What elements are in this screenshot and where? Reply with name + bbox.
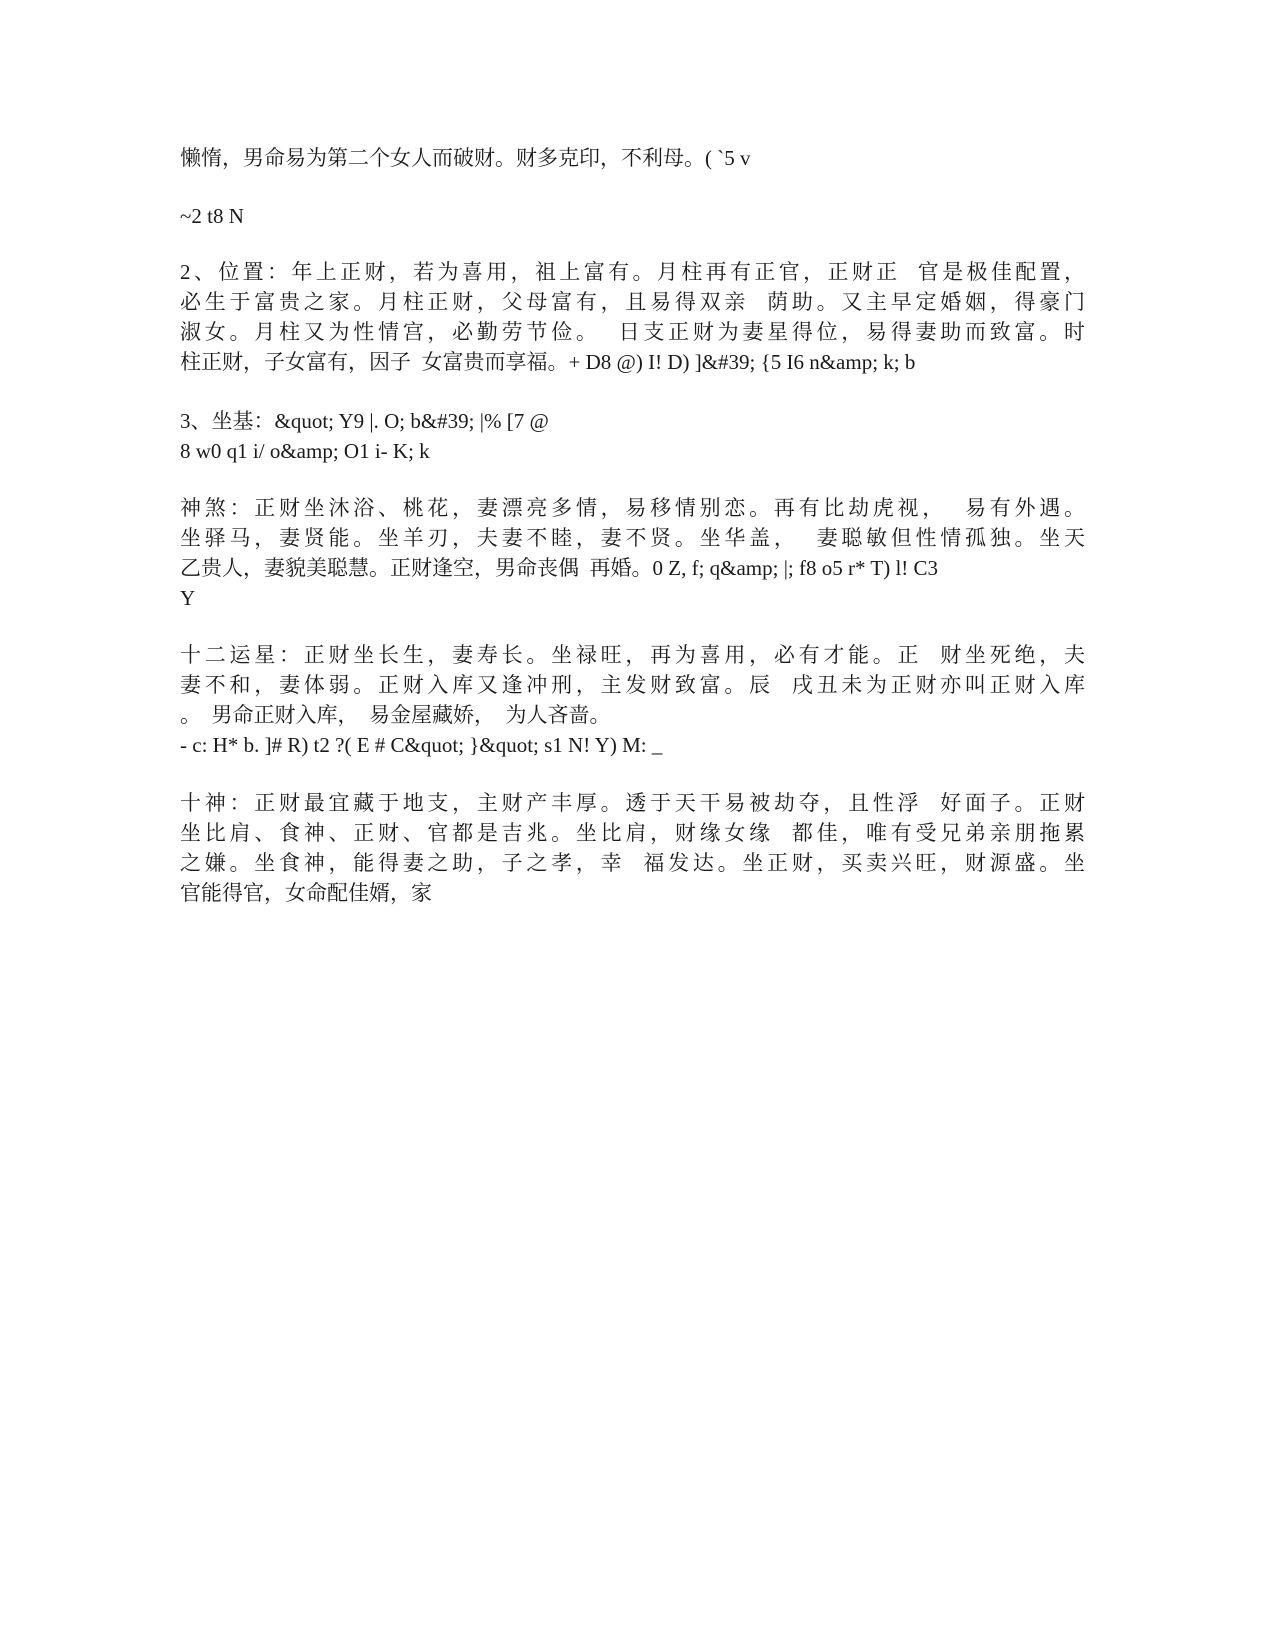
text-line: 2、位置：年上正财，若为喜用，祖上富有。月柱再有正官，正财正 官是极佳配置， <box>180 260 1085 284</box>
text-line: 柱正财，子女富有，因子 女富贵而享福。+ D8 @) I! D) ]&#39; {5 I6 n&amp; k; b <box>180 350 916 374</box>
text-line: 8 w0 q1 i/ o&amp; O1 i- K; k <box>180 439 430 463</box>
text-line: 神煞：正财坐沐浴、桃花，妻漂亮多情，易移情别恋。再有比劫虎视， 易有外遇。 <box>180 496 1085 520</box>
text-line: 乙贵人，妻貌美聪慧。正财逢空，男命丧偶 再婚。0 Z, f; q&amp; |; f8 o5 r* T) l! C3 <box>180 556 939 580</box>
text-line: 。 男命正财入库， 易金屋藏娇， 为人吝啬。 <box>180 703 611 727</box>
text-line: Y <box>180 586 196 610</box>
text-line: 坐比肩、食神、正财、官都是吉兆。坐比肩，财缘女缘 都佳，唯有受兄弟亲朋拖累 <box>180 821 1085 845</box>
text-line: 官能得官，女命配佳婿，家 <box>180 881 432 905</box>
text-line: 必生于富贵之家。月柱正财，父母富有，且易得双亲 荫助。又主早定婚姻，得豪门 <box>180 290 1085 314</box>
text-line: 妻不和，妻体弱。正财入库又逢冲刑，主发财致富。辰 戌丑未为正财亦叫正财入库 <box>180 673 1085 697</box>
text-line: 淑女。月柱又为性情宫，必勤劳节俭。 日支正财为妻星得位，易得妻助而致富。时 <box>180 320 1085 344</box>
text-line: 之嫌。坐食神，能得妻之助，子之孝，幸 福发达。坐正财，买卖兴旺，财源盛。坐 <box>180 851 1085 875</box>
text-line: 十二运星：正财坐长生，妻寿长。坐禄旺，再为喜用，必有才能。正 财坐死绝，夫 <box>180 643 1085 667</box>
text-line: 懒惰，男命易为第二个女人而破财。财多克印，不利母。( `5 v <box>180 146 751 170</box>
text-line: 坐驿马，妻贤能。坐羊刃，夫妻不睦，妻不贤。坐华盖， 妻聪敏但性情孤独。坐天 <box>180 526 1085 550</box>
text-line: 3、坐基：&quot; Y9 |. O; b&#39; |% [7 @ <box>180 409 549 433</box>
text-line: ~2 t8 N <box>180 204 244 228</box>
text-line: 十神：正财最宜藏于地支，主财产丰厚。透于天干易被劫夺，且性浮 好面子。正财 <box>180 791 1085 815</box>
text-line: - c: H* b. ]# R) t2 ?( E # C&quot; }&quot; s1 N! Y) M: _ <box>180 733 663 757</box>
